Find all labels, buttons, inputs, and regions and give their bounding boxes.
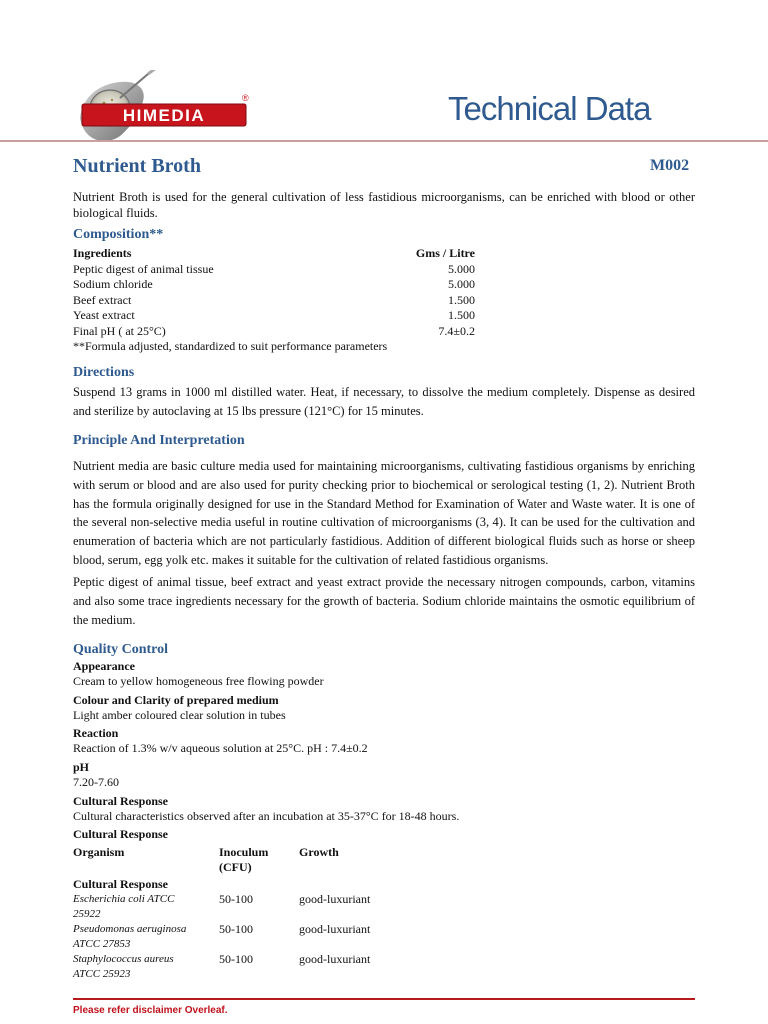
inoculum-value: 50-100 (219, 892, 253, 906)
product-title: Nutrient Broth (73, 155, 201, 177)
organism-line-1: Escherichia coli ATCC (73, 893, 175, 905)
col-amount: Gms / Litre (415, 246, 475, 260)
principle-paragraph-1: Nutrient media are basic culture media used for maintaining microorganisms, cultivating fastidious organisms by enriching with serum or blood and are also used for purity checking prior to biochemical or serological testing (1, 2). Nutrient Broth has the formula originally designed for use in the Standard Method for Examination of Water and Waste water. It is one of the several non-selective media useful in routine cultivation of microorganisms (3, 4). It can be used for the cultivation and enumeration of bacteria which are not particularly fastidious. Addition of different biological fluids such as horse or sheep blood, serum, egg yolk etc. makes it suitable for the cultivation of related fastidious organisms. (73, 459, 695, 567)
ingredient-value: 7.4±0.2 (438, 323, 475, 338)
appearance-label: Appearance (73, 659, 135, 673)
ph-value: 7.20-7.60 (73, 775, 119, 789)
quality-control-heading: Quality Control (73, 642, 169, 657)
composition-heading: Composition** (73, 227, 164, 242)
composition-note: **Formula adjusted, standardized to suit performance parameters (73, 339, 388, 353)
table-row (73, 892, 493, 922)
composition-row (73, 308, 475, 324)
table-row (73, 922, 493, 952)
reaction-label: Reaction (73, 726, 119, 740)
table-row (73, 952, 493, 982)
cultural-response-value: Cultural characteristics observed after an incubation at 35-37°C for 18-48 hours. (73, 809, 460, 823)
table-section-row (73, 877, 493, 892)
composition-row (73, 293, 475, 309)
directions-paragraph: Suspend 13 grams in 1000 ml distilled water. Heat, if necessary, to dissolve the medium completely. Dispense as desired and sterilize by autoclaving at 15 lbs pressure (121°C) for 15 minutes. (73, 385, 695, 418)
disclaimer-link[interactable]: Please refer disclaimer Overleaf. (73, 1005, 228, 1016)
inoculum-value: 50-100 (219, 952, 253, 966)
organism-line-2: ATCC 25923 (73, 968, 131, 980)
footer-divider (73, 998, 695, 1000)
ph-label: pH (73, 760, 90, 774)
header-title: Technical Data (448, 90, 651, 127)
organism-line-2: ATCC 27853 (73, 938, 131, 950)
organism-line-1: Staphylococcus aureus (73, 953, 174, 965)
col-inoculum-line-1: Inoculum (219, 845, 269, 859)
brand-text: HIMEDIA (122, 106, 206, 125)
organism-name (73, 892, 219, 922)
composition-header-row (73, 246, 475, 262)
composition-row (73, 277, 475, 293)
ingredient-name: Peptic digest of animal tissue (73, 261, 214, 276)
organism-line-1: Pseudomonas aeruginosa (73, 923, 187, 935)
growth-value: good-luxuriant (299, 892, 371, 906)
directions-heading: Directions (73, 365, 135, 380)
product-code: M002 (650, 157, 690, 174)
registered-mark: ® (242, 93, 249, 103)
composition-table (73, 246, 475, 355)
cultural-response-label-2: Cultural Response (73, 827, 169, 841)
principle-heading: Principle And Interpretation (73, 433, 245, 448)
col-growth: Growth (299, 845, 339, 859)
reaction-value: Reaction of 1.3% w/v aqueous solution at 25°C. pH : 7.4±0.2 (73, 741, 368, 755)
col-inoculum (219, 845, 299, 875)
ingredient-value: 5.000 (448, 277, 475, 291)
table-section-label: Cultural Response (73, 877, 169, 891)
composition-row (73, 262, 475, 278)
ingredient-value: 1.500 (448, 292, 475, 307)
colour-value: Light amber coloured clear solution in tubes (73, 708, 286, 722)
header-divider (0, 140, 768, 142)
intro-paragraph: Nutrient Broth is used for the general cultivation of less fastidious microorganisms, can be enriched with blood or other biological fluids. (73, 190, 695, 220)
ingredient-value: 1.500 (448, 308, 475, 322)
inoculum-value: 50-100 (219, 922, 253, 936)
organism-line-2: 25922 (73, 908, 101, 920)
appearance-value: Cream to yellow homogeneous free flowing powder (73, 674, 324, 688)
table-header-row (73, 845, 493, 875)
ingredient-name: Final pH ( at 25°C) (73, 323, 166, 338)
composition-row (73, 324, 475, 340)
ingredient-name: Yeast extract (73, 308, 135, 322)
cultural-response-table (73, 845, 493, 982)
col-inoculum-line-2: (CFU) (219, 860, 252, 874)
ingredient-name: Sodium chloride (73, 277, 153, 291)
principle-paragraph-2: Peptic digest of animal tissue, beef extract and yeast extract provide the necessary nitrogen compounds, carbon, vitamins and also some trace ingredients necessary for the growth of bacteria. Sodium chloride maintains the osmotic equilibrium of the medium. (73, 575, 695, 627)
organism-name (73, 922, 219, 952)
colour-label: Colour and Clarity of prepared medium (73, 693, 279, 707)
col-organism: Organism (73, 845, 125, 859)
cultural-response-label: Cultural Response (73, 794, 169, 808)
col-ingredients: Ingredients (73, 246, 132, 260)
ingredient-name: Beef extract (73, 292, 132, 307)
growth-value: good-luxuriant (299, 922, 371, 936)
ingredient-value: 5.000 (448, 261, 475, 276)
organism-name (73, 952, 219, 982)
growth-value: good-luxuriant (299, 952, 371, 966)
